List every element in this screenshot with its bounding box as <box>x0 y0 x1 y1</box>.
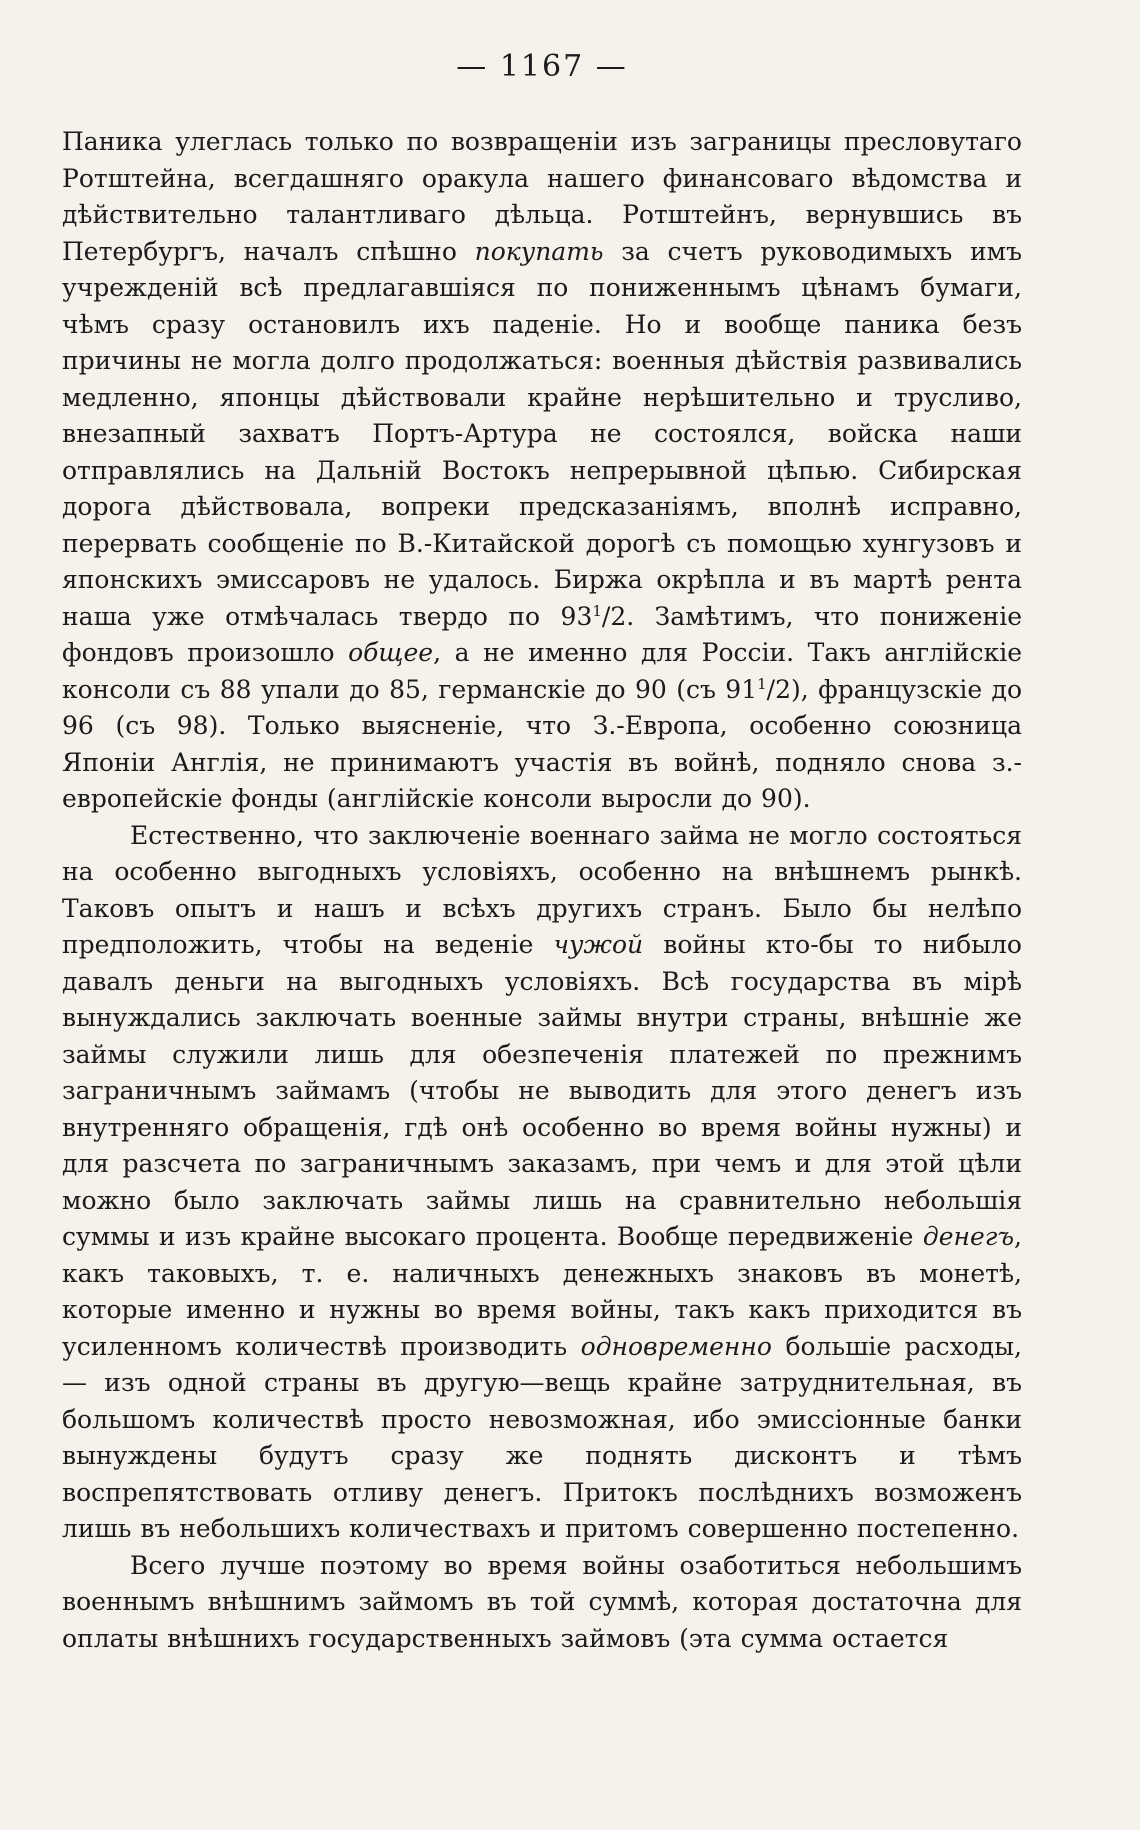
emphasized-text: денегъ <box>922 1222 1015 1251</box>
text-segment: , какъ таковыхъ, т. е. наличныхъ денежныхъ знаковъ въ монетѣ, которые именно и нужны во время войны, такъ какъ приходится въ усиленномъ количествѣ производить <box>62 1222 1022 1361</box>
text-segment: Всего лучше поэтому во время войны озаботиться небольшимъ военнымъ внѣшнимъ займомъ въ той суммѣ, которая достаточна для оплаты внѣшнихъ государственныхъ займовъ (эта сумма остается <box>62 1550 1022 1653</box>
emphasized-text: одновременно <box>580 1331 772 1361</box>
text-segment: Паника улеглась только по возвращенiи изъ заграницы пресловутаго Ротштейна, всегдашняго оракула нашего финансоваго вѣдомства и дѣйствительно талантливаго дѣльца. Ротштейнъ, вернувшись въ Петербургъ, началъ спѣшно <box>62 127 1022 266</box>
text-segment: за счетъ руководимыхъ имъ учрежденiй всѣ предлагавшiяся по пониженнымъ цѣнамъ бумаги, чѣмъ сразу остановилъ ихъ паденiе. Но и вообще паника безъ причины не могла долго продолжаться: военныя дѣйствiя развивались медленно, японцы дѣйствовали крайне нерѣшительно и трусливо, внезапный захватъ Портъ-Артура не состоялся, войска наши отправлялись на Дальнiй Востокъ непрерывной цѣпью. Сибирская дорога дѣйствовала, вопреки предсказанiямъ, вполнѣ исправно, перервать сообщенiе по В.-Китайской дорогѣ съ помощью хунгузовъ и японскихъ эмиссаровъ не удалось. Биржа окрѣпла и въ мартѣ рента наша уже отмѣчалась твердо по 93 <box>62 236 1022 631</box>
text-segment: Естественно, что заключенiе военнаго займа не могло состояться на особенно выгодныхъ условiяхъ, особенно на внѣшнемъ рынкѣ. Таковъ опытъ и нашъ и всѣхъ другихъ странъ. Было бы нелѣпо предположить, чтобы на веденiе <box>62 820 1022 959</box>
fraction-superscript: 1 <box>592 601 602 620</box>
paragraph <box>62 818 1022 1548</box>
emphasized-text: общее <box>348 638 434 667</box>
emphasized-text: чужой <box>553 930 644 959</box>
text-segment: /2), французскiе до 96 (съ 98). Только выясненiе, что З.-Европа, особенно союзница Японiи Англiя, не принимаютъ участiя въ войнѣ, подняло снова з.-европейскiе фонды (англiйскiе консоли выросли до 90). <box>62 674 1022 813</box>
emphasized-text: покупать <box>474 236 604 266</box>
book-page <box>62 49 1023 1792</box>
fraction-superscript: 1 <box>757 674 767 693</box>
paragraph <box>62 124 1022 818</box>
paragraph <box>62 1548 1022 1658</box>
text-segment: , а не именно для Россiи. Такъ англiйскiе консоли съ 88 упали до 85, германскiе до 90 (съ 91 <box>62 638 1022 704</box>
page-number: — 1167 — <box>456 49 628 84</box>
text-segment: /2. Замѣтимъ, что пониженiе фондовъ произошло <box>62 601 1023 667</box>
text-segment: большiе расходы,— изъ одной страны въ другую—вещь крайне затруднительная, въ большомъ количествѣ просто невозможная, ибо эмиссiонные банки вынуждены будутъ сразу же поднять дисконтъ и тѣмъ воспрепятствовать отливу денегъ. Притокъ послѣднихъ возможенъ лишь въ небольшихъ количествахъ и притомъ совершенно постепенно. <box>62 1331 1022 1543</box>
text-segment: войны кто-бы то нибыло давалъ деньги на выгодныхъ условiяхъ. Всѣ государства въ мiрѣ вынуждались заключать военные займы внутри страны, внѣшнiе же займы служили лишь для обезпеченiя платежей по прежнимъ заграничнымъ займамъ (чтобы не выводить для этого денегъ изъ внутренняго обращенiя, гдѣ онѣ особенно во время войны нужны) и для разсчета по заграничнымъ заказамъ, при чемъ и для этой цѣли можно было заключать займы лишь на сравнительно небольшiя суммы и изъ крайне высокаго процента. Вообще передвиженiе <box>62 930 1022 1251</box>
body-text <box>62 124 1022 1657</box>
